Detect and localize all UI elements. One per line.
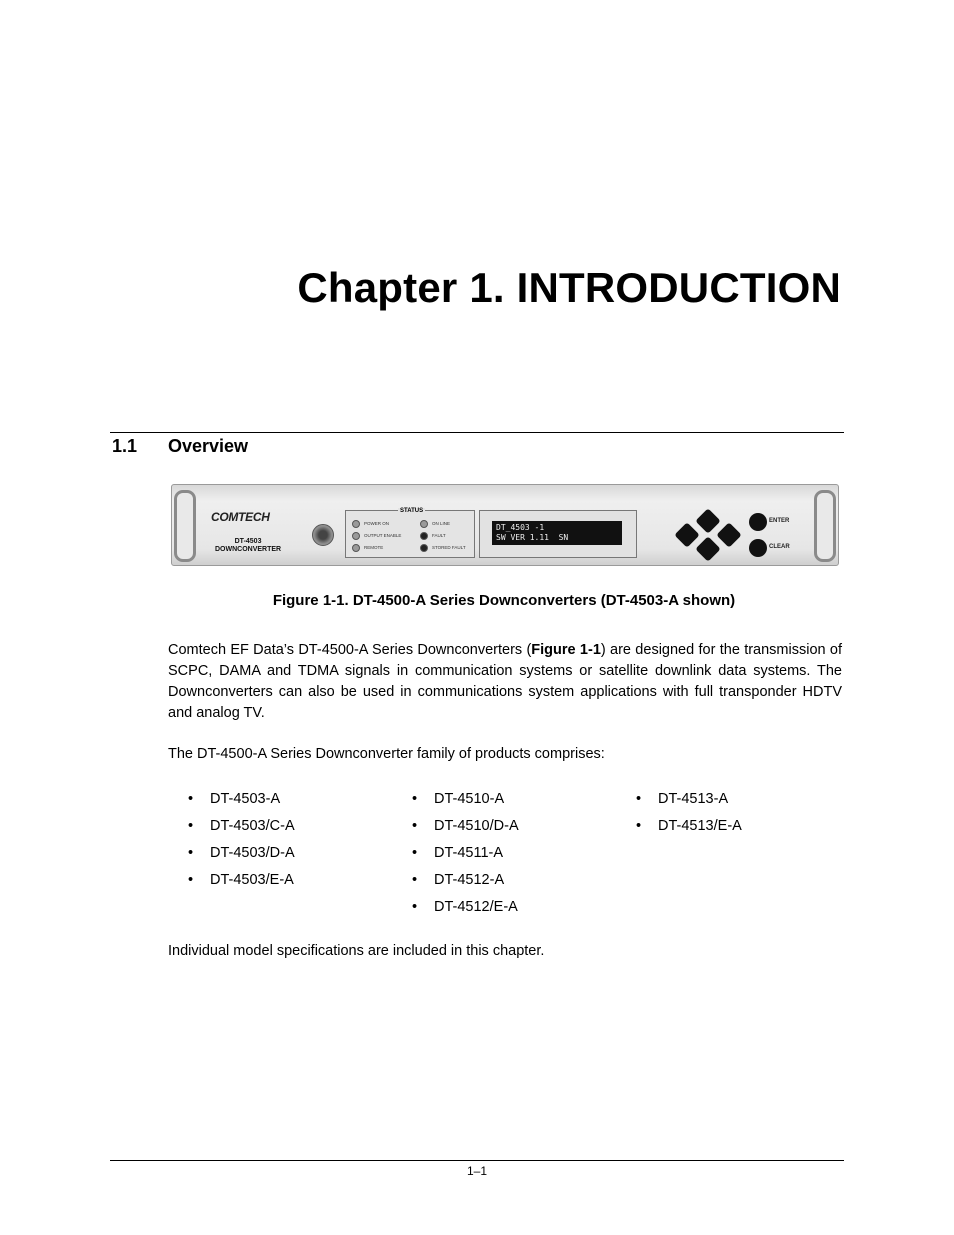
led-icon [420,532,428,540]
list-item: • DT-4510/D-A [412,816,519,843]
chapter-title: Chapter 1. INTRODUCTION [297,264,841,311]
product-list-col2 [412,789,519,924]
rf-connector-icon [312,524,334,546]
led-stored-fault: STORED FAULT [420,544,466,552]
intro-paragraph: Comtech EF Data’s DT-4500-A Series Downconverters (Figure 1-1) are designed for the transmission of SCPC, DAMA and TDMA signals in communication systems or satellite downlink data systems. The Downconverters can also be used in communications system applications with full transponder HDTV and analog TV. [168,642,842,721]
list-item: • DT-4512-A [412,870,519,897]
list-item: • DT-4503/C-A [188,816,295,843]
list-item: • DT-4511-A [412,843,519,870]
device-model-line2: DOWNCONVERTER [215,546,282,553]
figure-reference: Figure 1-1 [531,642,601,658]
page-number: 1–1 [466,1164,488,1178]
list-item: • DT-4510-A [412,789,519,816]
list-item: • DT-4513/E-A [636,816,742,843]
list-item: • DT-4503/E-A [188,870,295,897]
section-title: Overview [168,436,249,456]
led-remote: REMOTE [352,544,383,552]
led-icon [352,532,360,540]
list-item: • DT-4503-A [188,789,295,816]
section-rule [110,432,844,433]
rack-handle-left [174,490,196,562]
device-photo [171,484,839,566]
section-heading [112,436,248,457]
list-item: • DT-4513-A [636,789,742,816]
clear-label: CLEAR [769,544,790,550]
status-title: STATUS [400,508,424,514]
specs-paragraph: Individual model specifications are included in this chapter. [168,943,545,959]
list-item: • DT-4503/D-A [188,843,295,870]
status-panel [345,510,475,558]
led-icon [420,544,428,552]
led-power-on: POWER ON [352,520,389,528]
clear-button-icon [749,539,767,557]
led-icon [420,520,428,528]
product-list-col3 [636,789,742,843]
led-fault: FAULT [420,532,446,540]
device-model-line1: DT-4503 [234,538,262,545]
led-on-line: ON LINE [420,520,450,528]
display-panel [479,510,637,558]
footer-rule [110,1160,844,1161]
section-number: 1.1 [112,436,138,456]
led-output-enable: OUTPUT ENABLE [352,532,401,540]
led-icon [352,544,360,552]
product-list-col1 [188,789,295,897]
vfd-display: DT_4503 -1 SW VER 1.11 SN [492,521,622,545]
list-item: • DT-4512/E-A [412,897,519,924]
led-icon [352,520,360,528]
device-model-label [215,538,281,554]
family-paragraph: The DT-4500-A Series Downconverter family of products comprises: [168,746,605,762]
rack-handle-right [814,490,836,562]
device-logo: COMTECH [211,510,270,524]
figure-caption: Figure 1-1. DT-4500-A Series Downconverters (DT-4503-A shown) [272,592,736,609]
enter-button-icon [749,513,767,531]
enter-label: ENTER [769,518,790,524]
